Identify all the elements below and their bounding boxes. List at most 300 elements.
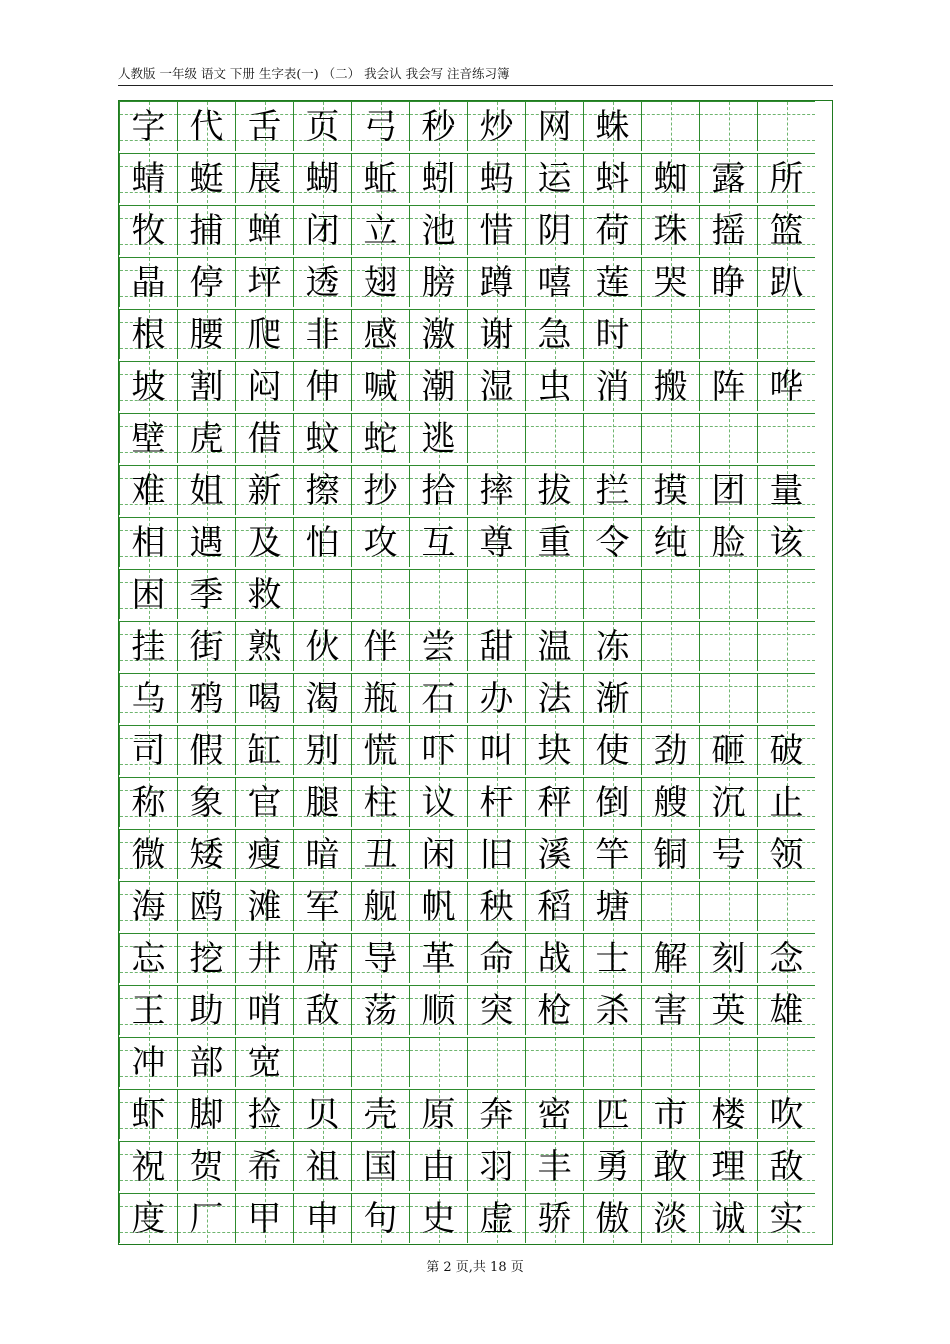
- character-cell: [177, 1089, 235, 1139]
- character-cell: [409, 517, 467, 567]
- character-cell: [409, 1037, 467, 1087]
- character-cell: [641, 101, 699, 151]
- character-cell: [467, 1089, 525, 1139]
- character-glyph: 希: [247, 1147, 282, 1187]
- character-cell: [351, 1037, 409, 1087]
- character-glyph: 象: [189, 783, 224, 823]
- character-cell: [235, 517, 293, 567]
- character-cell: [757, 465, 815, 515]
- character-cell: [409, 101, 467, 151]
- character-cell: [119, 153, 177, 203]
- character-cell: [409, 413, 467, 463]
- character-cell: [757, 413, 815, 463]
- character-glyph: 实: [769, 1199, 804, 1239]
- character-glyph: 荡: [363, 991, 398, 1031]
- grid-row: [119, 569, 831, 619]
- character-glyph: 坪: [247, 263, 282, 303]
- character-glyph: 相: [131, 523, 166, 563]
- character-cell: [583, 777, 641, 827]
- character-cell: [757, 309, 815, 359]
- character-glyph: 篮: [769, 211, 804, 251]
- character-cell: [467, 465, 525, 515]
- character-cell: [641, 1193, 699, 1243]
- character-glyph: 暗: [305, 835, 340, 875]
- character-glyph: 难: [131, 471, 166, 511]
- character-glyph: 假: [189, 731, 224, 771]
- grid-row: [119, 725, 831, 775]
- character-cell: [351, 673, 409, 723]
- character-cell: [757, 153, 815, 203]
- character-cell: [583, 361, 641, 411]
- character-cell: [177, 621, 235, 671]
- character-cell: [177, 465, 235, 515]
- character-glyph: 虾: [131, 1095, 166, 1135]
- character-cell: [757, 569, 815, 619]
- character-cell: [583, 725, 641, 775]
- character-glyph: 办: [479, 679, 514, 719]
- page-number: 第 2 页,共 18 页: [426, 1260, 524, 1275]
- character-glyph: 腰: [189, 315, 224, 355]
- character-glyph: 露: [711, 159, 746, 199]
- character-glyph: 根: [131, 315, 166, 355]
- character-cell: [583, 985, 641, 1035]
- character-cell: [583, 257, 641, 307]
- character-glyph: 坡: [131, 367, 166, 407]
- character-cell: [525, 725, 583, 775]
- character-cell: [119, 205, 177, 255]
- character-cell: [409, 309, 467, 359]
- character-cell: [235, 413, 293, 463]
- character-glyph: 捡: [247, 1095, 282, 1135]
- character-glyph: 蛛: [595, 107, 630, 147]
- character-glyph: 困: [131, 575, 166, 615]
- character-cell: [235, 309, 293, 359]
- character-glyph: 摇: [711, 211, 746, 251]
- grid-row: [119, 1193, 831, 1243]
- character-cell: [467, 257, 525, 307]
- character-glyph: 趴: [769, 263, 804, 303]
- character-cell: [293, 465, 351, 515]
- character-glyph: 市: [653, 1095, 688, 1135]
- character-glyph: 所: [769, 159, 804, 199]
- character-cell: [409, 621, 467, 671]
- character-cell: [757, 361, 815, 411]
- character-glyph: 沉: [711, 783, 746, 823]
- character-glyph: 网: [537, 107, 572, 147]
- character-cell: [757, 829, 815, 879]
- character-cell: [351, 1089, 409, 1139]
- character-cell: [235, 829, 293, 879]
- character-glyph: 官: [247, 783, 282, 823]
- character-glyph: 停: [189, 263, 224, 303]
- character-glyph: 团: [711, 471, 746, 511]
- character-glyph: 杆: [479, 783, 514, 823]
- character-glyph: 季: [189, 575, 224, 615]
- character-glyph: 晶: [131, 263, 166, 303]
- character-cell: [641, 517, 699, 567]
- character-glyph: 熟: [247, 627, 282, 667]
- character-glyph: 蚯: [363, 159, 398, 199]
- character-cell: [583, 1141, 641, 1191]
- character-cell: [641, 361, 699, 411]
- character-cell: [293, 777, 351, 827]
- character-cell: [525, 101, 583, 151]
- character-glyph: 尝: [421, 627, 456, 667]
- grid-row: [119, 101, 831, 151]
- character-cell: [177, 205, 235, 255]
- character-glyph: 铜: [653, 835, 688, 875]
- character-cell: [235, 465, 293, 515]
- character-cell: [119, 1089, 177, 1139]
- character-glyph: 虚: [479, 1199, 514, 1239]
- character-cell: [525, 257, 583, 307]
- character-cell: [235, 1037, 293, 1087]
- character-cell: [177, 725, 235, 775]
- character-cell: [467, 205, 525, 255]
- character-cell: [699, 569, 757, 619]
- character-glyph: 虎: [189, 419, 224, 459]
- character-glyph: 块: [537, 731, 572, 771]
- character-cell: [641, 621, 699, 671]
- character-cell: [467, 621, 525, 671]
- character-glyph: 阴: [537, 211, 572, 251]
- character-cell: [699, 881, 757, 931]
- character-cell: [641, 1141, 699, 1191]
- character-cell: [351, 829, 409, 879]
- character-cell: [351, 413, 409, 463]
- character-glyph: 杀: [595, 991, 630, 1031]
- character-glyph: 席: [305, 939, 340, 979]
- character-glyph: 舌: [247, 107, 282, 147]
- grid-row: [119, 881, 831, 931]
- character-glyph: 蜓: [189, 159, 224, 199]
- character-cell: [757, 257, 815, 307]
- character-glyph: 伙: [305, 627, 340, 667]
- character-cell: [699, 933, 757, 983]
- grid-row: [119, 673, 831, 723]
- page-footer: [0, 1256, 950, 1275]
- character-glyph: 壁: [131, 419, 166, 459]
- character-glyph: 竿: [595, 835, 630, 875]
- grid-row: [119, 153, 831, 203]
- character-glyph: 脸: [711, 523, 746, 563]
- character-glyph: 称: [131, 783, 166, 823]
- character-cell: [409, 985, 467, 1035]
- character-glyph: 惜: [479, 211, 514, 251]
- character-cell: [641, 725, 699, 775]
- character-glyph: 池: [421, 211, 456, 251]
- character-cell: [177, 777, 235, 827]
- character-cell: [351, 153, 409, 203]
- character-glyph: 助: [189, 991, 224, 1031]
- character-cell: [177, 413, 235, 463]
- character-cell: [583, 205, 641, 255]
- character-cell: [699, 673, 757, 723]
- grid-row: [119, 829, 831, 879]
- character-glyph: 害: [653, 991, 688, 1031]
- character-cell: [583, 673, 641, 723]
- grid-row: [119, 413, 831, 463]
- character-cell: [583, 829, 641, 879]
- character-cell: [293, 829, 351, 879]
- grid-row: [119, 361, 831, 411]
- character-glyph: 骄: [537, 1199, 572, 1239]
- character-cell: [467, 413, 525, 463]
- character-cell: [757, 673, 815, 723]
- character-cell: [699, 1089, 757, 1139]
- character-glyph: 度: [131, 1199, 166, 1239]
- character-glyph: 塘: [595, 887, 630, 927]
- character-cell: [119, 621, 177, 671]
- character-cell: [525, 621, 583, 671]
- character-cell: [757, 101, 815, 151]
- grid-row: [119, 257, 831, 307]
- character-cell: [699, 309, 757, 359]
- character-glyph: 非: [305, 315, 340, 355]
- character-cell: [119, 569, 177, 619]
- character-cell: [699, 361, 757, 411]
- character-cell: [699, 101, 757, 151]
- character-glyph: 脚: [189, 1095, 224, 1135]
- character-cell: [235, 205, 293, 255]
- character-cell: [235, 1193, 293, 1243]
- character-cell: [525, 985, 583, 1035]
- character-cell: [699, 1193, 757, 1243]
- character-cell: [235, 257, 293, 307]
- character-cell: [293, 725, 351, 775]
- character-cell: [641, 777, 699, 827]
- character-glyph: 纯: [653, 523, 688, 563]
- character-glyph: 冻: [595, 627, 630, 667]
- character-cell: [351, 881, 409, 931]
- character-glyph: 鸦: [189, 679, 224, 719]
- character-cell: [641, 153, 699, 203]
- character-cell: [757, 1141, 815, 1191]
- character-glyph: 敌: [305, 991, 340, 1031]
- page-header: [118, 64, 833, 86]
- character-glyph: 急: [537, 315, 572, 355]
- character-glyph: 新: [247, 471, 282, 511]
- character-cell: [293, 1141, 351, 1191]
- character-cell: [757, 517, 815, 567]
- character-glyph: 摸: [653, 471, 688, 511]
- character-glyph: 贺: [189, 1147, 224, 1187]
- character-cell: [293, 413, 351, 463]
- character-cell: [409, 881, 467, 931]
- character-glyph: 借: [247, 419, 282, 459]
- character-cell: [699, 985, 757, 1035]
- character-glyph: 闭: [305, 211, 340, 251]
- character-cell: [177, 517, 235, 567]
- character-cell: [351, 361, 409, 411]
- character-glyph: 军: [305, 887, 340, 927]
- character-glyph: 潮: [421, 367, 456, 407]
- character-cell: [409, 361, 467, 411]
- character-cell: [351, 1193, 409, 1243]
- character-cell: [293, 1089, 351, 1139]
- character-cell: [409, 1089, 467, 1139]
- character-glyph: 代: [189, 107, 224, 147]
- character-cell: [293, 517, 351, 567]
- character-glyph: 睁: [711, 263, 746, 303]
- character-glyph: 使: [595, 731, 630, 771]
- character-cell: [235, 933, 293, 983]
- character-cell: [177, 361, 235, 411]
- character-glyph: 挖: [189, 939, 224, 979]
- character-glyph: 丑: [363, 835, 398, 875]
- character-cell: [467, 933, 525, 983]
- character-cell: [757, 1193, 815, 1243]
- character-glyph: 吹: [769, 1095, 804, 1135]
- character-glyph: 领: [769, 835, 804, 875]
- character-glyph: 溪: [537, 835, 572, 875]
- character-glyph: 及: [247, 523, 282, 563]
- character-cell: [699, 205, 757, 255]
- character-glyph: 旧: [479, 835, 514, 875]
- character-cell: [757, 985, 815, 1035]
- character-glyph: 哨: [247, 991, 282, 1031]
- character-cell: [409, 569, 467, 619]
- character-cell: [119, 1141, 177, 1191]
- character-glyph: 革: [421, 939, 456, 979]
- character-cell: [583, 1193, 641, 1243]
- character-glyph: 逃: [421, 419, 456, 459]
- character-cell: [235, 569, 293, 619]
- character-cell: [293, 569, 351, 619]
- character-glyph: 湿: [479, 367, 514, 407]
- character-cell: [177, 673, 235, 723]
- character-cell: [467, 881, 525, 931]
- character-cell: [467, 569, 525, 619]
- character-cell: [525, 517, 583, 567]
- character-cell: [293, 257, 351, 307]
- character-glyph: 厂: [189, 1199, 224, 1239]
- character-cell: [467, 673, 525, 723]
- character-glyph: 瘦: [247, 835, 282, 875]
- character-glyph: 砸: [711, 731, 746, 771]
- character-cell: [235, 361, 293, 411]
- header-title: 人教版 一年级 语文 下册 生字表(一) （二） 我会认 我会写 注音练习簿: [118, 66, 510, 81]
- character-glyph: 敌: [769, 1147, 804, 1187]
- character-cell: [699, 777, 757, 827]
- character-glyph: 命: [479, 939, 514, 979]
- character-glyph: 稻: [537, 887, 572, 927]
- character-cell: [467, 361, 525, 411]
- character-cell: [119, 933, 177, 983]
- character-cell: [699, 413, 757, 463]
- character-cell: [293, 985, 351, 1035]
- character-cell: [351, 985, 409, 1035]
- character-glyph: 壳: [363, 1095, 398, 1135]
- character-cell: [641, 205, 699, 255]
- character-glyph: 展: [247, 159, 282, 199]
- character-glyph: 鸥: [189, 887, 224, 927]
- character-cell: [699, 465, 757, 515]
- character-cell: [409, 1141, 467, 1191]
- character-glyph: 雄: [769, 991, 804, 1031]
- character-glyph: 街: [189, 627, 224, 667]
- character-glyph: 抄: [363, 471, 398, 511]
- character-glyph: 司: [131, 731, 166, 771]
- character-cell: [293, 153, 351, 203]
- character-cell: [641, 1037, 699, 1087]
- character-cell: [583, 153, 641, 203]
- character-glyph: 海: [131, 887, 166, 927]
- character-cell: [177, 153, 235, 203]
- character-cell: [699, 1141, 757, 1191]
- character-cell: [583, 1089, 641, 1139]
- character-glyph: 膀: [421, 263, 456, 303]
- character-cell: [177, 985, 235, 1035]
- character-cell: [467, 777, 525, 827]
- character-cell: [641, 309, 699, 359]
- character-cell: [583, 933, 641, 983]
- character-glyph: 密: [537, 1095, 572, 1135]
- character-cell: [525, 829, 583, 879]
- character-cell: [177, 101, 235, 151]
- character-cell: [351, 933, 409, 983]
- character-glyph: 页: [305, 107, 340, 147]
- character-cell: [235, 621, 293, 671]
- character-glyph: 号: [711, 835, 746, 875]
- character-cell: [409, 673, 467, 723]
- character-glyph: 井: [247, 939, 282, 979]
- character-cell: [409, 777, 467, 827]
- character-glyph: 透: [305, 263, 340, 303]
- character-cell: [583, 101, 641, 151]
- character-glyph: 蹲: [479, 263, 514, 303]
- character-glyph: 匹: [595, 1095, 630, 1135]
- character-cell: [351, 777, 409, 827]
- character-glyph: 忘: [131, 939, 166, 979]
- character-glyph: 蜻: [131, 159, 166, 199]
- character-cell: [641, 933, 699, 983]
- character-glyph: 羽: [479, 1147, 514, 1187]
- character-glyph: 搬: [653, 367, 688, 407]
- character-cell: [525, 309, 583, 359]
- character-glyph: 叫: [479, 731, 514, 771]
- character-glyph: 蚪: [595, 159, 630, 199]
- character-glyph: 翅: [363, 263, 398, 303]
- character-glyph: 秒: [421, 107, 456, 147]
- character-glyph: 嘻: [537, 263, 572, 303]
- character-cell: [583, 1037, 641, 1087]
- character-glyph: 互: [421, 523, 456, 563]
- character-cell: [119, 881, 177, 931]
- character-glyph: 申: [305, 1199, 340, 1239]
- character-glyph: 由: [421, 1147, 456, 1187]
- character-glyph: 蜘: [653, 159, 688, 199]
- character-glyph: 帆: [421, 887, 456, 927]
- character-cell: [757, 1089, 815, 1139]
- character-cell: [235, 777, 293, 827]
- character-glyph: 挂: [131, 627, 166, 667]
- character-cell: [583, 881, 641, 931]
- character-glyph: 蚊: [305, 419, 340, 459]
- character-glyph: 吓: [421, 731, 456, 771]
- character-cell: [467, 985, 525, 1035]
- character-glyph: 祖: [305, 1147, 340, 1187]
- character-cell: [525, 413, 583, 463]
- character-cell: [293, 361, 351, 411]
- character-glyph: 令: [595, 523, 630, 563]
- character-cell: [525, 1193, 583, 1243]
- character-cell: [293, 933, 351, 983]
- character-glyph: 弓: [363, 107, 398, 147]
- character-glyph: 破: [769, 731, 804, 771]
- character-cell: [699, 517, 757, 567]
- character-glyph: 感: [363, 315, 398, 355]
